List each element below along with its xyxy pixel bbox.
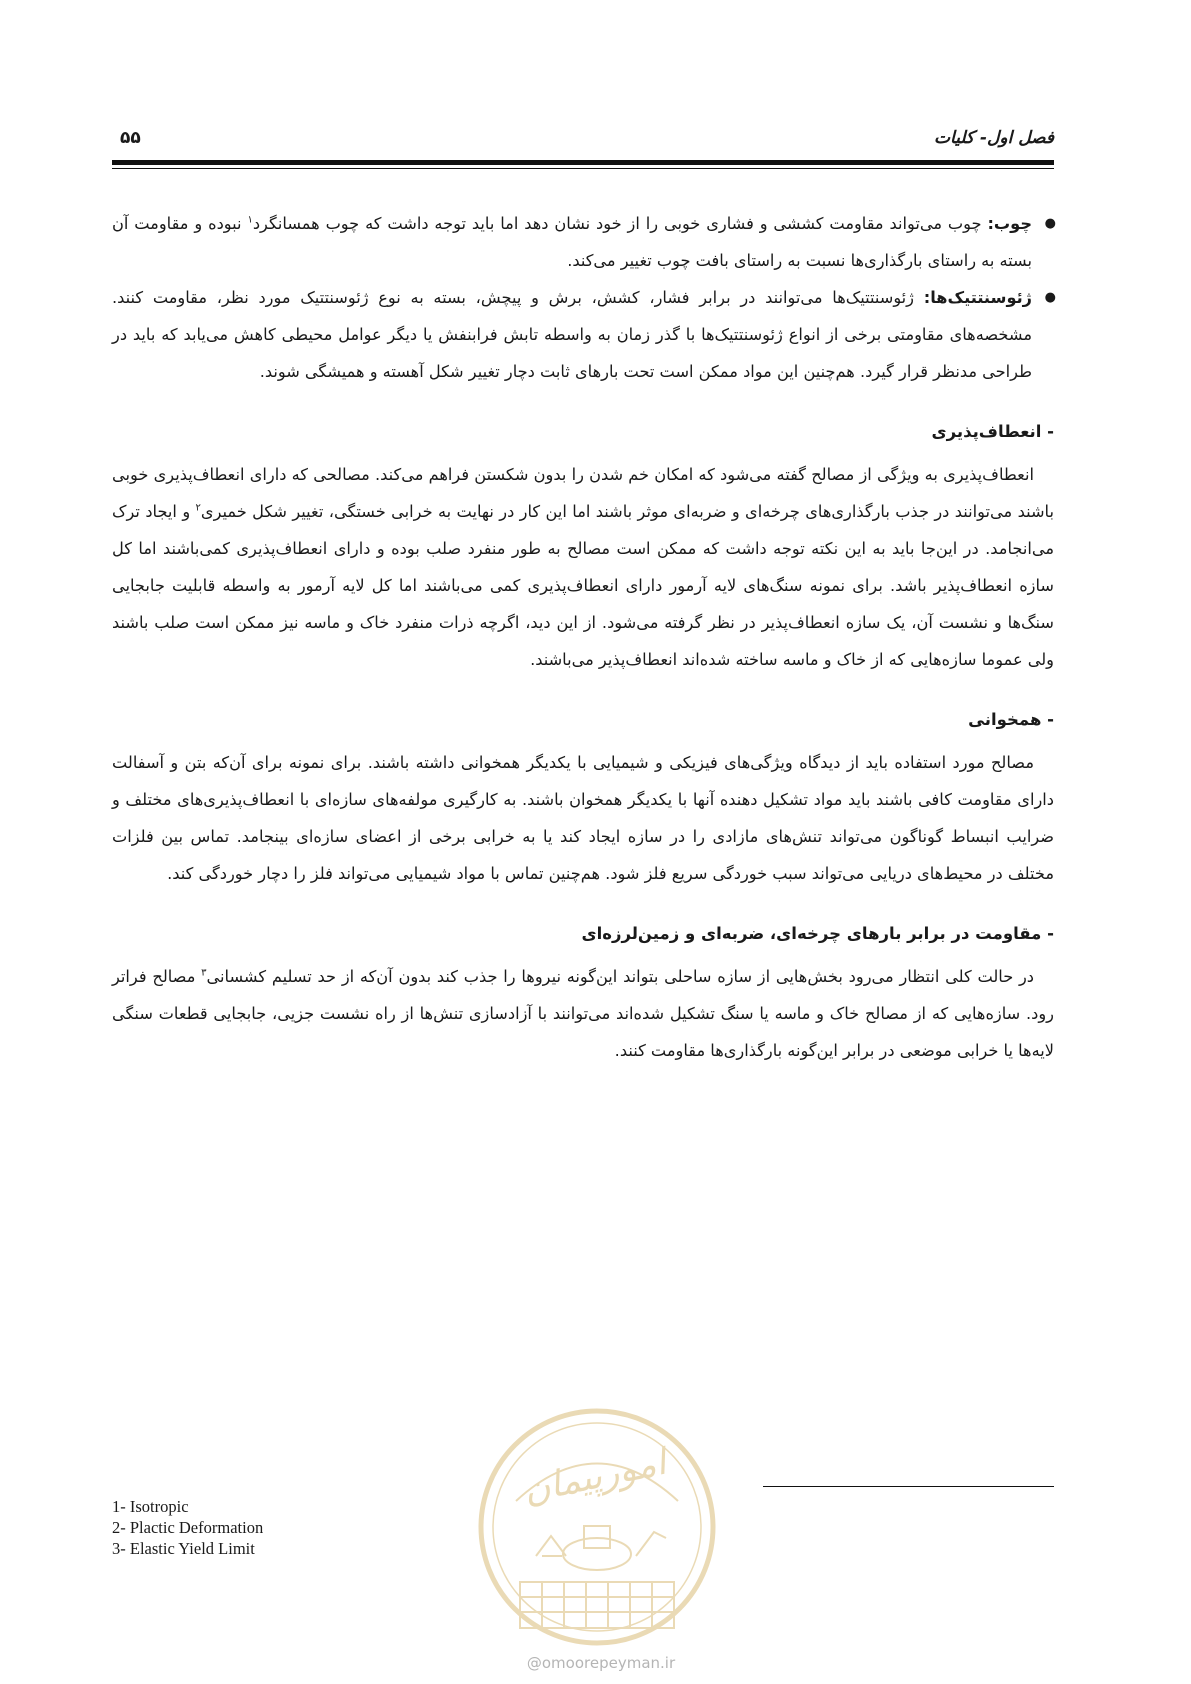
paragraph-text-cont: و ایجاد ترک می‌انجامد. در این‌جا باید به این نکته توجه داشت که ممکن است مصالح به طور منفرد صلب بوده و دارای انعطاف‌پذیری کمی‌باشند اما کل سازه انعطاف‌پذیر باشد. برای نمونه سنگ‌های لایه آرمور دارای انعطاف‌پذیری کمی می‌باشند اما کل لایه آرمور به واسطه قابلیت جابجایی سنگ‌ها و نشست آن، یک سازه انعطاف‌پذیر در نظر گرفته می‌شود. از این دید، اگرچه ذرات منفرد خاک و ماسه نیز ممکن است صلب باشند ولی عموما سازه‌هایی که از خاک و ماسه ساخته شده‌اند انعطاف‌پذیر می‌باشند. [112,502,1054,669]
section-paragraph-cyclic-loads [112,958,1054,1069]
footnote-separator [763,1486,1054,1487]
footnotes [112,1496,263,1559]
footnote-item: 1- Isotropic [112,1497,189,1516]
section-heading-flexibility: - انعطاف‌پذیری [931,422,1054,441]
header-rule-thick [112,160,1054,165]
footnote-item: 3- Elastic Yield Limit [112,1539,255,1558]
bullet-text: چوب می‌تواند مقاومت کششی و فشاری خوبی را از خود نشان دهد اما باید توجه داشت که چوب همسانگرد [252,214,988,233]
watermark-logo-text: امورپیمان [519,1441,670,1512]
paragraph-text-cont: مصالح فراتر رود. سازه‌هایی که از مصالح خاک و ماسه یا سنگ تشکیل شده‌اند می‌توانند با آزادسازی تنش‌ها از راه نشست جزیی، جابجایی قطعات سنگی لایه‌ها یا خرابی موضعی در برابر این‌گونه بارگذاری‌ها مقاومت کنند. [112,967,1054,1060]
chapter-title: فصل اول- کلیات [934,128,1054,148]
section-heading-compatibility: - همخوانی [968,710,1054,729]
section-paragraph-flexibility [112,456,1054,678]
watermark-logo [476,1406,718,1648]
bullet-term: چوب: [987,214,1032,233]
bullet-icon: ● [1044,290,1056,305]
footnote-item: 2- Plactic Deformation [112,1518,264,1537]
section-paragraph-compatibility: مصالح مورد استفاده باید از دیدگاه ویژگی‌های فیزیکی و شیمیایی با یکدیگر همخوانی داشته باشند. برای نمونه برای آن‌که بتن و آسفالت دارای مقاومت کافی باشند باید مواد تشکیل دهنده آنها با یکدیگر همخوان باشند. به کارگیری مولفه‌های سازه‌ای با انعطاف‌پذیری‌های مختلف و ضرایب انبساط گوناگون می‌تواند تنش‌های مازادی را در سازه ایجاد کند یا به خرابی برخی از اعضای سازه‌ای بینجامد. تماس بین فلزات مختلف در محیط‌های دریایی می‌تواند سبب خوردگی سریع فلز شود. هم‌چنین تماس با مواد شیمیایی می‌تواند فلز را دچار خوردگی کند. [112,753,1054,883]
bullet-item-wood [112,205,1056,279]
paragraph-text: انعطاف‌پذیری به ویژگی از مصالح گفته می‌شود که امکان خم شدن را بدون شکستن فراهم می‌کند. مصالحی که دارای انعطاف‌پذیری خوبی باشند می‌توانند در جذب بارگذاری‌های چرخه‌ای و ضربه‌ای موثر باشند اما این کار در نهایت به خرابی خستگی، تغییر شکل خمیری [112,465,1054,521]
bullet-text-cont: نبوده و مقاومت آن بسته به راستای بارگذاری‌ها نسبت به راستای بافت چوب تغییر می‌کند. [112,214,1032,270]
body-text [112,205,1054,1069]
bullet-item-geosynthetics [112,279,1056,390]
header-rule-thin [112,168,1054,169]
bullet-list [112,205,1054,390]
page-number: ۵۵ [120,128,141,148]
footnote-ref: ۳ [201,967,207,979]
footnote-ref: ۱ [247,214,253,226]
footnote-ref: ۲ [195,502,201,514]
watermark-url: @omoorepeyman.ir [526,1654,676,1672]
section-heading-cyclic-loads: - مقاومت در برابر بارهای چرخه‌ای، ضربه‌ای و زمین‌لرزه‌ای [581,924,1054,943]
running-header [112,128,1054,154]
bullet-term: ژئوسنتتیک‌ها: [923,288,1032,307]
bullet-icon: ● [1044,216,1056,231]
bullet-text: ژئوسنتتیک‌ها می‌توانند در برابر فشار، کشش، برش و پیچش، بسته به نوع ژئوسنتتیک مورد نظر، مقاومت کنند. مشخصه‌های مقاومتی برخی از انواع ژئوسنتتیک‌ها با گذر زمان به واسطه تابش فرابنفش یا دیگر عوامل محیطی کاهش می‌یابد که باید در طراحی مدنظر قرار گیرد. هم‌چنین این مواد ممکن است تحت بارهای ثابت دچار تغییر شکل آهسته و همیشگی شوند. [112,288,1032,381]
paragraph-text: در حالت کلی انتظار می‌رود بخش‌هایی از سازه ساحلی بتواند این‌گونه نیروها را جذب کند بدون آن‌که از حد تسلیم کشسانی [206,967,1035,986]
